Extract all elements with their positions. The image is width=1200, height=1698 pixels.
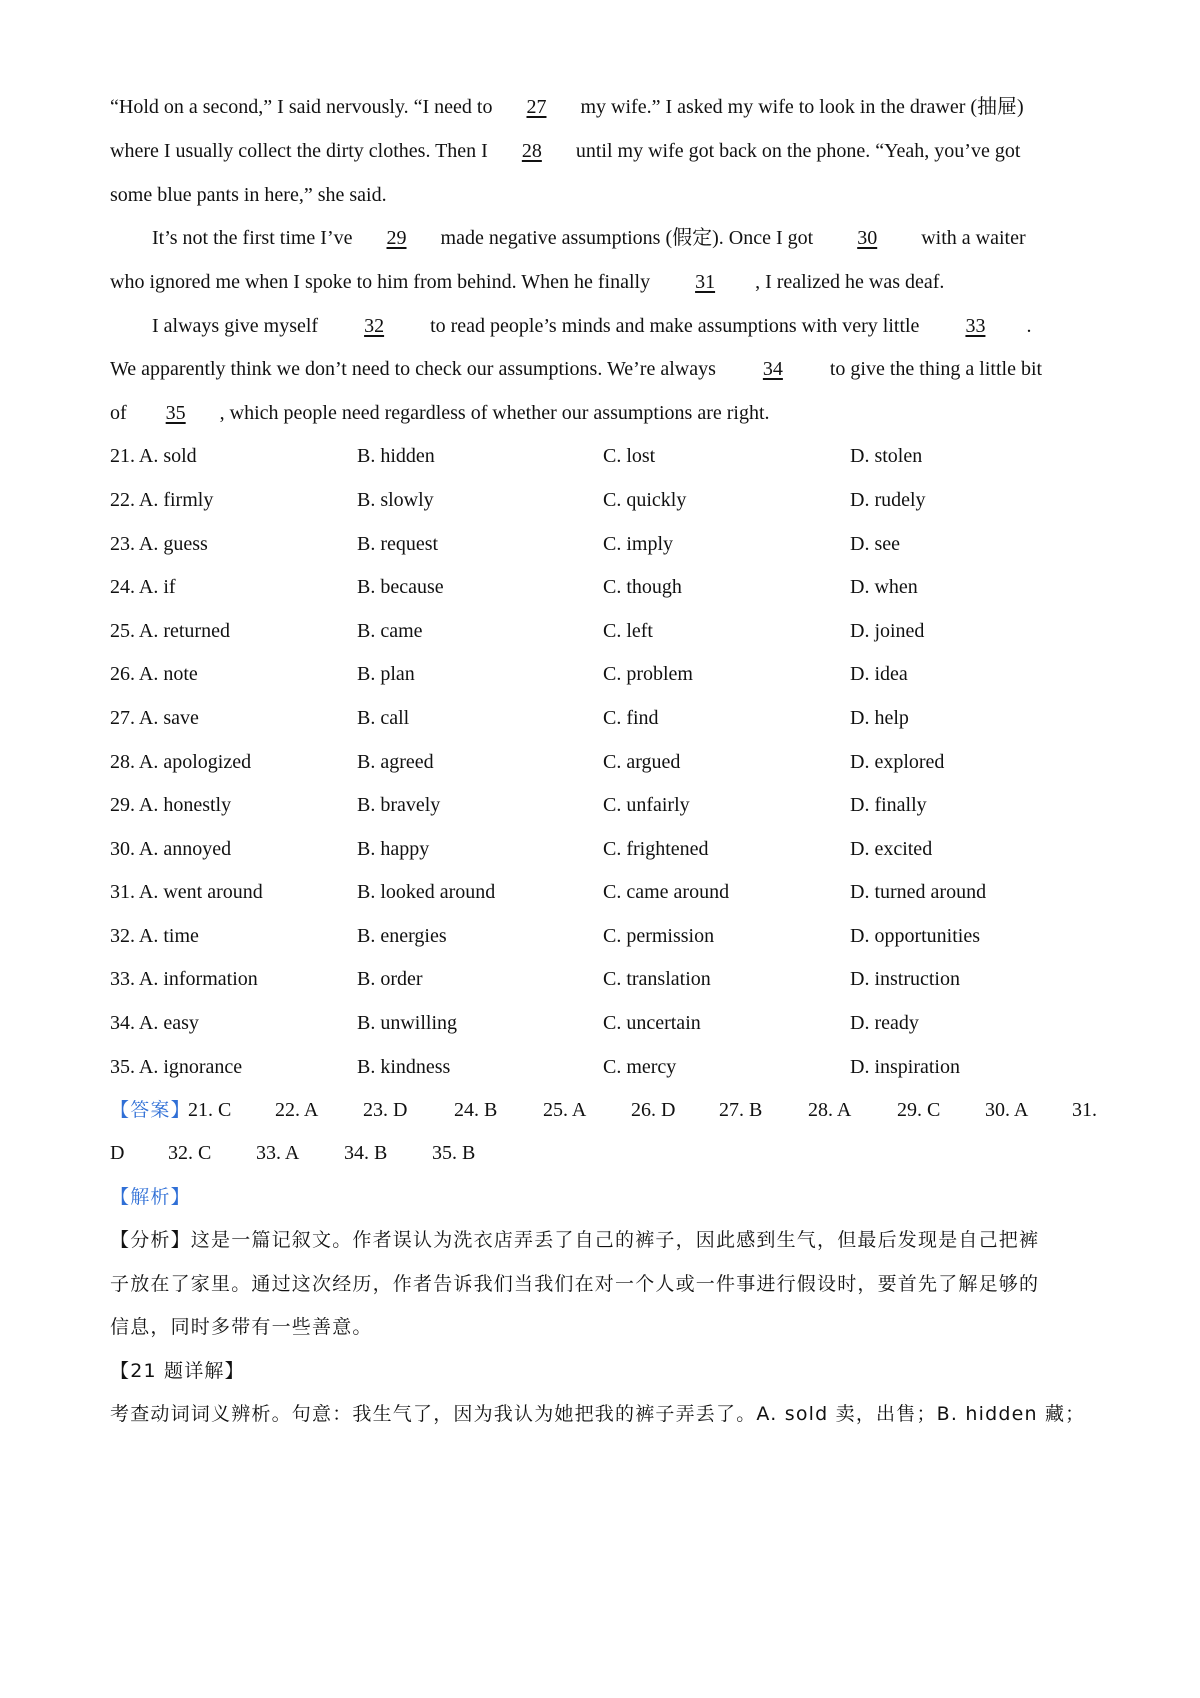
option-c[interactable]: C. came around [603, 881, 730, 903]
option-d[interactable]: D. help [850, 707, 909, 729]
option-b[interactable]: B. energies [357, 925, 447, 947]
question-21-explanation: 考查动词词义辨析。句意：我生气了，因为我认为她把我的裤子弄丢了。A. sold 卖，出售；B. hidden 藏； [110, 1403, 1086, 1425]
option-b[interactable]: B. came [357, 620, 423, 642]
option-d[interactable]: D. turned around [850, 881, 987, 903]
answer-item: 31. [1072, 1099, 1097, 1121]
analysis-summary-line: 信息，同时多带有一些善意。 [110, 1316, 373, 1338]
blank-32[interactable]: 32 [364, 315, 385, 337]
option-b[interactable]: B. kindness [357, 1056, 451, 1078]
passage-text: , I realized he was deaf. [755, 271, 945, 293]
option-d[interactable]: D. finally [850, 794, 927, 816]
option-row [110, 924, 1100, 948]
option-row [110, 1011, 1100, 1035]
option-b[interactable]: B. hidden [357, 445, 435, 467]
answer-item: 35. B [432, 1142, 476, 1164]
passage-text: We apparently think we don’t need to check our assumptions. We’re always [110, 358, 721, 380]
passage-text: It’s not the first time I’ve [152, 227, 358, 249]
answer-item: 34. B [344, 1142, 388, 1164]
answer-item: 32. C [168, 1142, 212, 1164]
option-d[interactable]: D. stolen [850, 445, 923, 467]
option-d[interactable]: D. idea [850, 663, 908, 685]
answer-tag: 【答案】 [110, 1099, 191, 1121]
option-a[interactable]: 23. A. guess [110, 533, 208, 555]
option-b[interactable]: B. plan [357, 663, 415, 685]
option-b[interactable]: B. because [357, 576, 444, 598]
option-a[interactable]: 28. A. apologized [110, 751, 252, 773]
passage-text: to give the thing a little bit [824, 358, 1043, 380]
blank-33[interactable]: 33 [965, 315, 986, 337]
analysis-tag: 【解析】 [110, 1186, 191, 1208]
passage-text: until my wife got back on the phone. “Yeah, you’ve got [570, 140, 1021, 162]
option-c[interactable]: C. permission [603, 925, 715, 947]
answer-item: 27. B [719, 1099, 763, 1121]
option-row [110, 967, 1100, 991]
answer-item: 22. A [275, 1099, 319, 1121]
blank-31[interactable]: 31 [695, 271, 716, 293]
option-row [110, 706, 1100, 730]
answer-item: 29. C [897, 1099, 941, 1121]
option-a[interactable]: 32. A. time [110, 925, 199, 947]
passage-line [110, 270, 1100, 294]
passage-text: with a waiter [916, 227, 1026, 249]
option-row [110, 532, 1100, 556]
option-c[interactable]: C. lost [603, 445, 656, 467]
option-row [110, 575, 1100, 599]
option-a[interactable]: 26. A. note [110, 663, 198, 685]
option-c[interactable]: C. unfairly [603, 794, 690, 816]
option-d[interactable]: D. excited [850, 838, 933, 860]
option-row [110, 488, 1100, 512]
option-row [110, 793, 1100, 817]
option-d[interactable]: D. opportunities [850, 925, 980, 947]
option-c[interactable]: C. uncertain [603, 1012, 701, 1034]
option-a[interactable]: 24. A. if [110, 576, 176, 598]
option-d[interactable]: D. inspiration [850, 1056, 960, 1078]
question-21-heading: 【21 题详解】 [110, 1360, 245, 1382]
option-c[interactable]: C. frightened [603, 838, 709, 860]
option-row [110, 444, 1100, 468]
option-d[interactable]: D. ready [850, 1012, 919, 1034]
option-d[interactable]: D. joined [850, 620, 925, 642]
option-a[interactable]: 30. A. annoyed [110, 838, 232, 860]
option-a[interactable]: 25. A. returned [110, 620, 230, 642]
answer-item: 30. A [985, 1099, 1029, 1121]
option-b[interactable]: B. call [357, 707, 410, 729]
option-d[interactable]: D. when [850, 576, 918, 598]
option-a[interactable]: 27. A. save [110, 707, 199, 729]
blank-35[interactable]: 35 [165, 402, 186, 424]
passage-line [152, 314, 1142, 338]
option-b[interactable]: B. happy [357, 838, 430, 860]
option-c[interactable]: C. find [603, 707, 659, 729]
option-b[interactable]: B. bravely [357, 794, 441, 816]
answer-item: 21. C [188, 1099, 232, 1121]
answer-item: 33. A [256, 1142, 300, 1164]
option-row [110, 750, 1100, 774]
answer-item: 28. A [808, 1099, 852, 1121]
option-a[interactable]: 35. A. ignorance [110, 1056, 243, 1078]
option-c[interactable]: C. quickly [603, 489, 687, 511]
passage-text: to read people’s minds and make assumptions with very little [425, 315, 925, 337]
passage-text: of [110, 402, 132, 424]
passage-line [110, 357, 1100, 381]
passage-text: where I usually collect the dirty clothes. Then I [110, 140, 493, 162]
option-c[interactable]: C. though [603, 576, 682, 598]
option-c[interactable]: C. problem [603, 663, 693, 685]
passage-text: my wife.” I asked my wife to look in the drawer (抽屉) [575, 96, 1024, 118]
passage-text: “Hold on a second,” I said nervously. “I need to [110, 96, 498, 118]
option-a[interactable]: 31. A. went around [110, 881, 263, 903]
option-a[interactable]: 29. A. honestly [110, 794, 232, 816]
option-d[interactable]: D. rudely [850, 489, 926, 511]
option-c[interactable]: C. argued [603, 751, 681, 773]
passage-text: some blue pants in here,” she said. [110, 184, 387, 206]
blank-27[interactable]: 27 [526, 96, 547, 118]
option-row [110, 1055, 1100, 1079]
option-b[interactable]: B. agreed [357, 751, 434, 773]
passage-line [152, 226, 1142, 250]
option-row [110, 662, 1100, 686]
option-row [110, 619, 1100, 643]
answer-item: 24. B [454, 1099, 498, 1121]
passage-line [110, 183, 1100, 207]
option-b[interactable]: B. unwilling [357, 1012, 458, 1034]
option-b[interactable]: B. slowly [357, 489, 434, 511]
passage-text: made negative assumptions (假定). Once I got [435, 227, 819, 249]
option-a[interactable]: 22. A. firmly [110, 489, 214, 511]
analysis-summary-line: 子放在了家里。通过这次经历，作者告诉我们当我们在对一个人或一件事进行假设时，要首先了解足够的 [110, 1273, 1040, 1295]
passage-text: , which people need regardless of whether our assumptions are right. [219, 402, 770, 424]
option-b[interactable]: B. order [357, 968, 423, 990]
option-c[interactable]: C. imply [603, 533, 674, 555]
answer-row [110, 1098, 1105, 1122]
passage-line [110, 139, 1100, 163]
answer-item: 23. D [363, 1099, 408, 1121]
answer-item: 26. D [631, 1099, 676, 1121]
option-row [110, 880, 1100, 904]
passage-text: I always give myself [152, 315, 324, 337]
option-d[interactable]: D. see [850, 533, 900, 555]
passage-line [110, 95, 1100, 119]
blank-30[interactable]: 30 [857, 227, 878, 249]
option-d[interactable]: D. instruction [850, 968, 960, 990]
option-c[interactable]: C. translation [603, 968, 711, 990]
analysis-summary-line: 【分析】这是一篇记叙文。作者误认为洗衣店弄丢了自己的裤子，因此感到生气，但最后发现是自己把裤 [110, 1229, 1040, 1251]
blank-28[interactable]: 28 [521, 140, 542, 162]
option-d[interactable]: D. explored [850, 751, 945, 773]
passage-text: who ignored me when I spoke to him from behind. When he finally [110, 271, 656, 293]
option-b[interactable]: B. looked around [357, 881, 496, 903]
answer-item: 25. A [543, 1099, 587, 1121]
option-a[interactable]: 33. A. information [110, 968, 258, 990]
answer-item: D [110, 1142, 125, 1164]
blank-29[interactable]: 29 [386, 227, 407, 249]
option-a[interactable]: 21. A. sold [110, 445, 197, 467]
blank-34[interactable]: 34 [762, 358, 783, 380]
option-c[interactable]: C. mercy [603, 1056, 677, 1078]
option-row [110, 837, 1100, 861]
option-a[interactable]: 34. A. easy [110, 1012, 199, 1034]
passage-line [110, 401, 1100, 425]
answer-row [110, 1141, 1105, 1165]
passage-text: . [1026, 315, 1032, 337]
option-c[interactable]: C. left [603, 620, 653, 642]
analysis-heading [110, 1185, 1100, 1209]
option-b[interactable]: B. request [357, 533, 439, 555]
